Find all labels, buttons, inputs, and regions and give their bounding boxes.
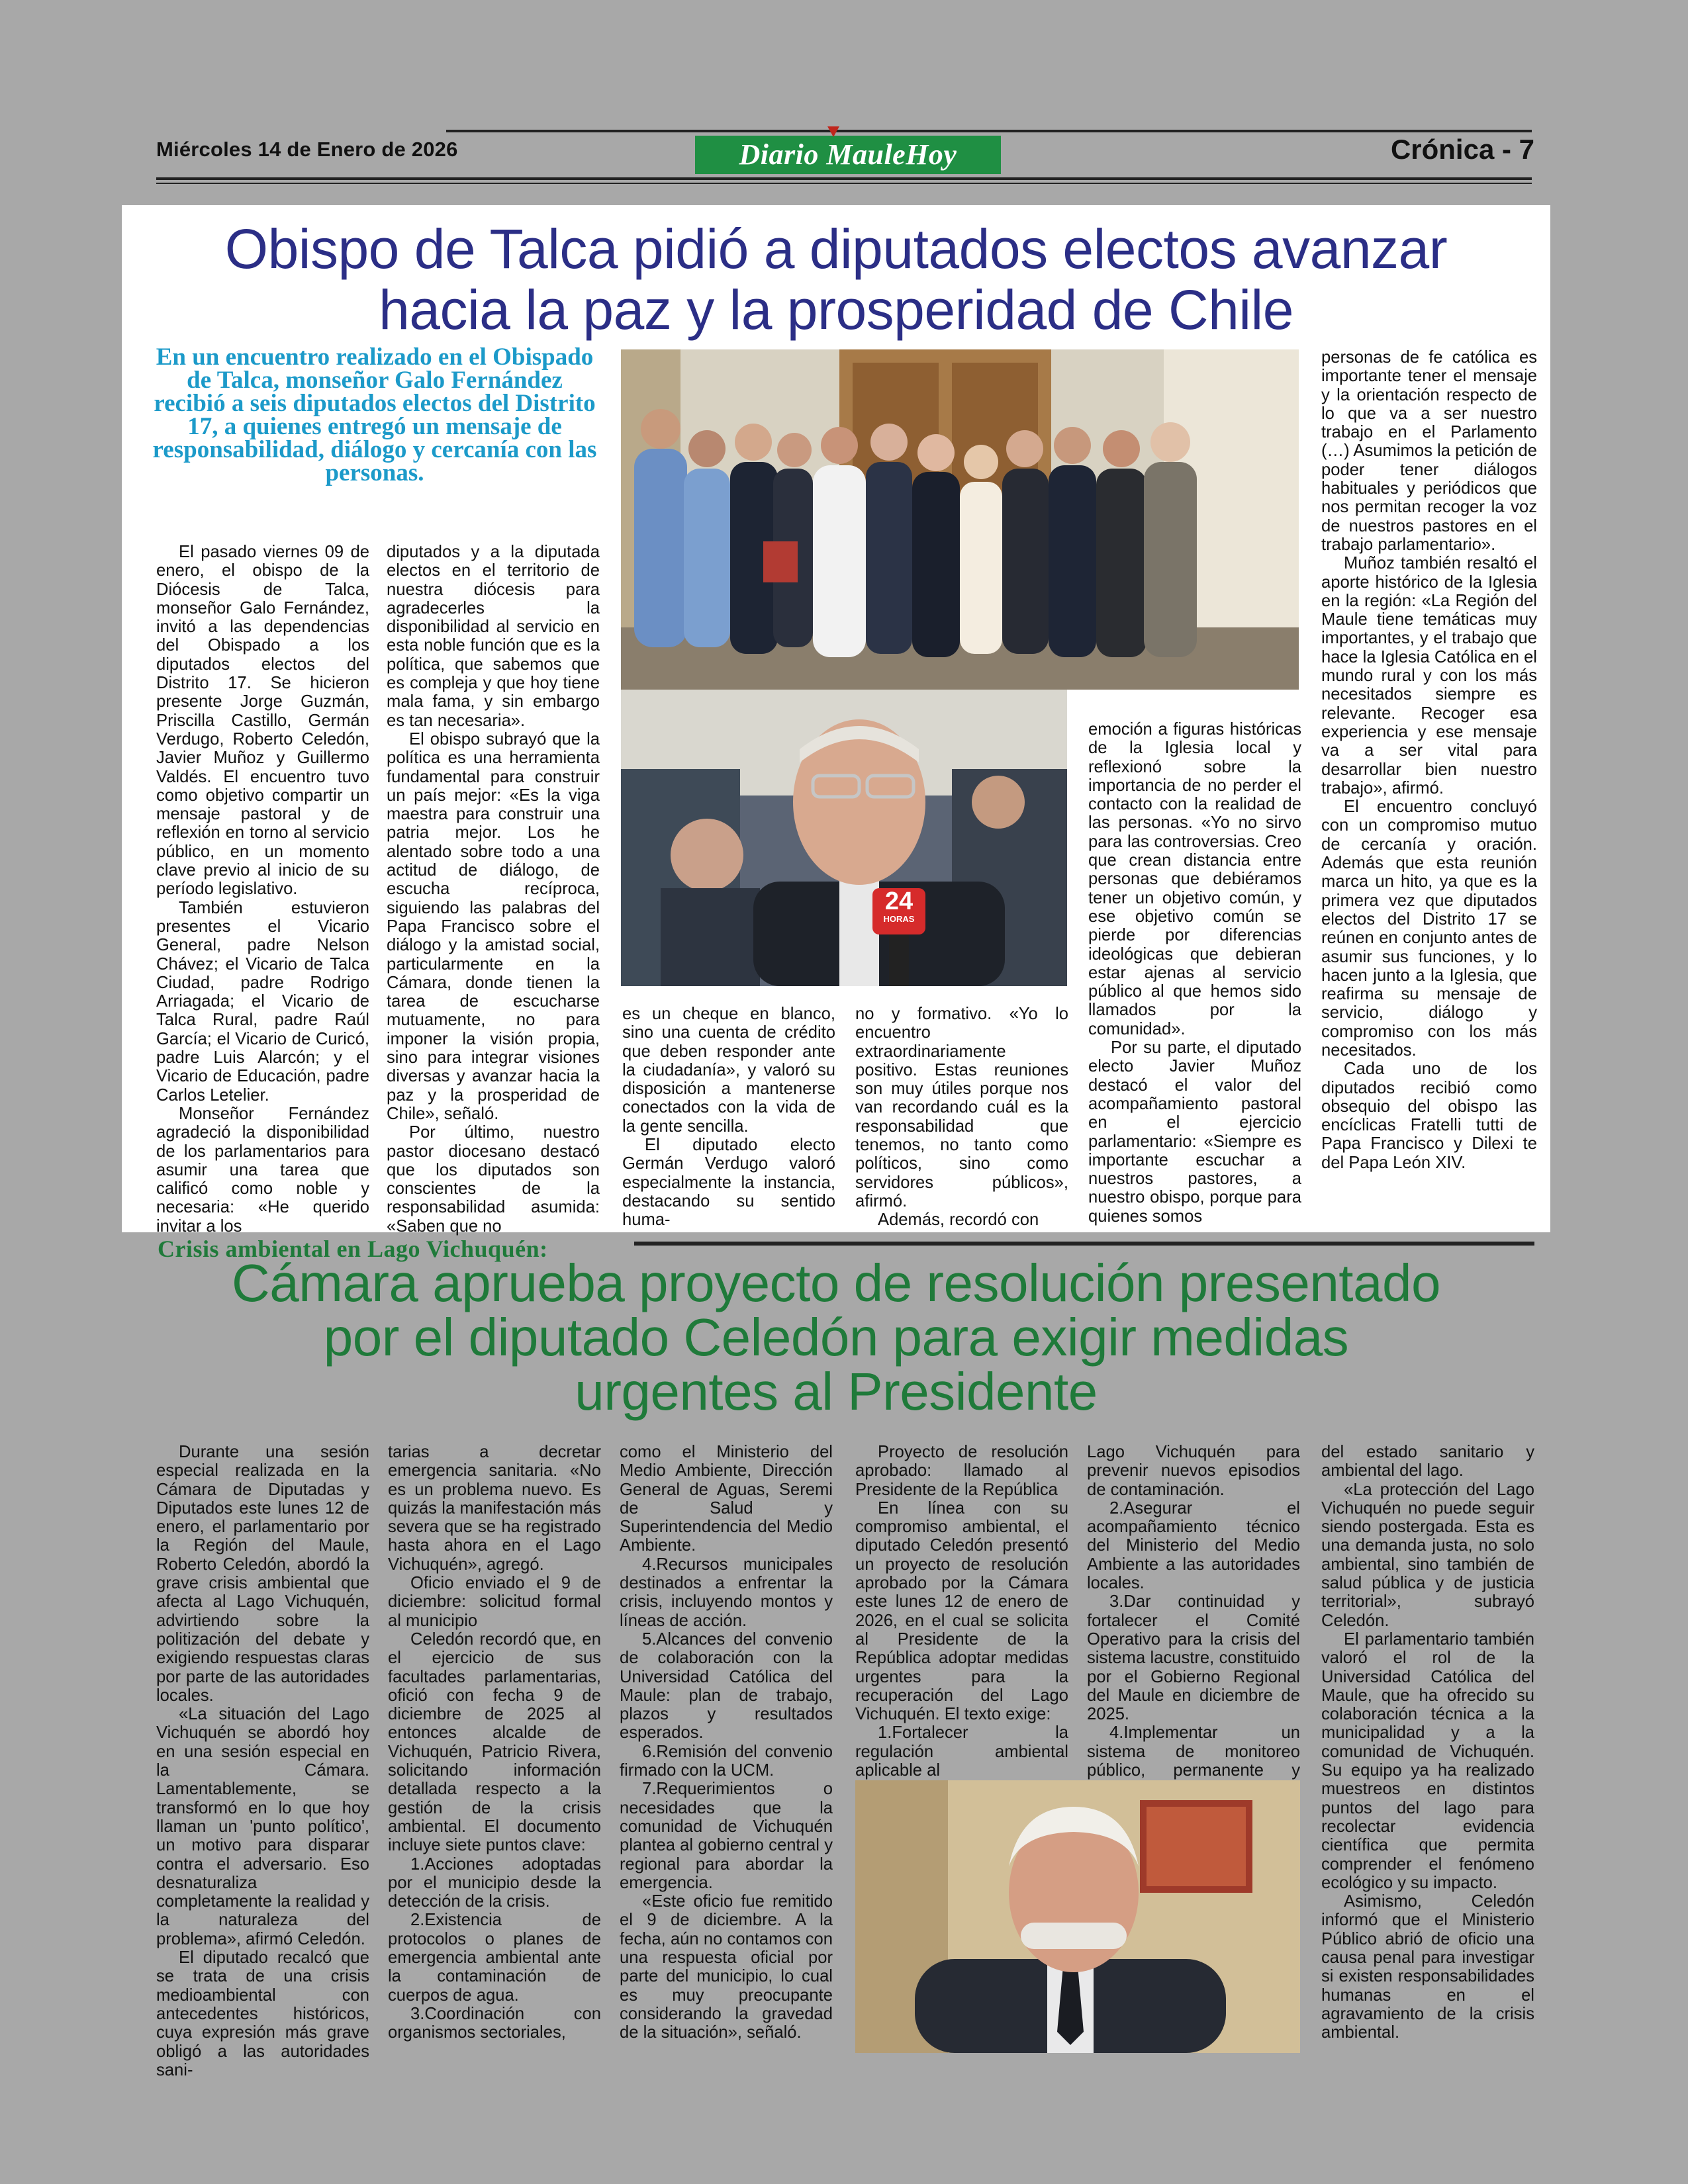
paragraph: Por último, nuestro pastor diocesano destacó que los diputados son conscientes de la responsabilidad asumida: «Saben que no	[387, 1123, 600, 1236]
paragraph: 1.Fortalecer la regulación ambiental aplicable al	[855, 1723, 1068, 1780]
article1-col3	[622, 1005, 835, 1230]
paragraph: «La situación del Lago Vichuquén se abordó hoy en una sesión especial en la Cámara. Lamentablemente, se transformó en lo que hoy llaman un 'punto político', un motivo para disparar contra el adversario. Eso desnaturaliza completamente la realidad y la naturaleza del problema», afirmó Celedón.	[156, 1705, 369, 1948]
issue-date: Miércoles 14 de Enero de 2026	[156, 138, 458, 161]
celedon-photo-art	[855, 1780, 1300, 2053]
article1-col5	[1088, 720, 1301, 1226]
paragraph: Cada uno de los diputados recibió como obsequio del obispo las encíclicas Fratelli tutti de Papa Francisco y Dilexi te del Papa León XIV.	[1321, 1060, 1537, 1172]
paragraph: 2.Existencia de protocolos o planes de emergencia ambiental ante la contaminación de cuerpos de agua.	[388, 1911, 601, 2005]
article1-col6	[1321, 348, 1537, 1172]
paragraph: El pasado viernes 09 de enero, el obispo de la Diócesis de Talca, monseñor Galo Fernández, invitó a las dependencias del Obispado a los diputados electos del Distrito 17. Se hicieron presente Jorge Guzmán, Priscilla Castillo, Germán Verdugo, Roberto Celedón, Javier Muñoz y Guillermo Valdés. El encuentro tuvo como objetivo compartir un mensaje pastoral y de reflexión en torno al servicio público, en un momento clave previo al inicio de su período legislativo.	[156, 543, 369, 899]
paragraph: no y formativo. «Yo lo encuentro extraordinariamente positivo. Estas reuniones son muy útiles porque nos van recordando cuál es la responsabilidad que tenemos, no tanto como políticos, sino como servidores públicos», afirmó.	[855, 1005, 1068, 1210]
paragraph: En línea con su compromiso ambiental, el diputado Celedón presentó un proyecto de resolución aprobado por la Cámara este lunes 12 de enero de 2026, en el cual se solicita al Presidente de la República adoptar medidas urgentes para la recuperación del Lago Vichuquén. El texto exige:	[855, 1498, 1068, 1724]
bishop-interview-photo	[621, 690, 1067, 986]
paragraph: 4.Recursos municipales destinados a enfrentar la crisis, incluyendo montos y líneas de acción.	[620, 1555, 833, 1630]
paragraph: Monseñor Fernández agradeció la disponibilidad de los parlamentarios para asumir una tarea que calificó como noble y necesaria: «He querido invitar a los	[156, 1104, 369, 1236]
logo-accent-icon	[827, 126, 839, 137]
paragraph: 2.Asegurar el acompañamiento técnico del Ministerio del Medio Ambiente a las autoridades locales.	[1087, 1498, 1300, 1593]
mic-flag-label	[874, 888, 924, 924]
article1-headline	[122, 218, 1550, 340]
article2-col2	[388, 1443, 601, 2042]
paragraph: Por su parte, el diputado electo Javier Muñoz destacó el valor del acompañamiento pastoral en el ejercicio parlamentario: «Siempre es importante escuchar a nuestros pastores, a nuestro obispo, porque para quienes somos	[1088, 1038, 1301, 1226]
paragraph: diputados y a la diputada electos en el territorio de nuestra diócesis para agradecerles la disponibilidad al servicio en esta noble función que es la política, que sabemos que es compleja y que hoy tiene mala fama, y sin embargo es tan necesaria».	[387, 543, 600, 730]
paragraph: «Este oficio fue remitido el 9 de diciembre. A la fecha, aún no contamos con una respuesta oficial por parte del municipio, lo cual es muy preocupante considerando la gravedad de la situación», señaló.	[620, 1892, 833, 2042]
article1-col1	[156, 543, 369, 1236]
paragraph: El diputado electo Germán Verdugo valoró especialmente la instancia, destacando su sentido huma-	[622, 1136, 835, 1230]
paragraph: 3.Coordinación con organismos sectoriales,	[388, 2004, 601, 2042]
group-photo	[621, 349, 1299, 690]
paragraph: Oficio enviado el 9 de diciembre: solicitud formal al municipio	[388, 1574, 601, 1630]
paragraph: También estuvieron presentes el Vicario General, padre Nelson Chávez; el Vicario de Talca Ciudad, padre Rodrigo Arriagada; el Vicario de Talca Rural, padre Raúl García; el Vicario de Curicó, padre Luis Alarcón; y el Vicario de Educación, padre Carlos Letelier.	[156, 898, 369, 1105]
article2-col4	[855, 1443, 1068, 1780]
group-photo-art	[621, 349, 1299, 690]
article2-headline-line2: por el diputado Celedón para exigir medidas	[323, 1308, 1349, 1367]
paragraph: Lago Vichuquén para prevenir nuevos episodios de contaminación.	[1087, 1443, 1300, 1499]
article2-headline-line3: urgentes al Presidente	[575, 1362, 1098, 1421]
paragraph: El parlamentario también valoró el rol de la Universidad Católica del Maule, que ha ofrecido su colaboración técnica a la municipalidad y a la comunidad de Vichuquén. Su equipo ya ha realizado muestreos en distintos puntos del lago para recolectar evidencia científica que permita comprender el fenómeno ecológico y su impacto.	[1321, 1629, 1534, 1892]
article2-kicker: Crisis ambiental en Lago Vichuquén:	[158, 1236, 548, 1262]
paragraph: El obispo subrayó que la política es una herramienta fundamental para construir un país mejor: «Es la viga maestra para construir una patria mejor. Los he alentado sobre todo a una actitud de diálogo, de escucha recíproca, siguiendo las palabras del Papa Francisco sobre el diálogo y la amistad social, particularmente en la Cámara, donde tienen la tarea de escucharse mutuamente, no para imponer la visión propia, sino para integrar visiones diversas y avanzar hacia la paz y la prosperidad de Chile», señaló.	[387, 729, 600, 1123]
masthead-logo-text: Diario MauleHoy	[739, 138, 957, 171]
paragraph: 6.Remisión del convenio firmado con la UCM.	[620, 1742, 833, 1780]
section-page-label: Crónica - 7	[1390, 134, 1534, 165]
article1-headline-line2: hacia la paz y la prosperidad de Chile	[379, 279, 1293, 341]
mic-flag-word: HORAS	[883, 914, 915, 924]
article2-top-rule	[634, 1242, 1534, 1246]
paragraph: Asimismo, Celedón informó que el Ministerio Público abrió de oficio una causa penal para investigar si existen responsabilidades humanas en el agravamiento de la crisis ambiental.	[1321, 1892, 1534, 2042]
paragraph: Celedón recordó que, en el ejercicio de sus facultades parlamentarias, ofició con fecha 9 de diciembre de 2025 al entonces alcalde de Vichuquén, Patricio Rivera, solicitando información detallada respecto a la gestión de la crisis ambiental. El documento incluye siete puntos clave:	[388, 1629, 601, 1855]
paragraph: 4.Implementar un sistema de monitoreo público, permanente y	[1087, 1723, 1300, 1780]
paragraph: Muñoz también resaltó el aporte histórico de la Iglesia en la región: «La Región del Maule tiene temáticas muy importantes, y el trabajo que hace la Iglesia Católica en el mundo rural y con los más necesitados siempre es relevante. Recoger esa experiencia y ese mensaje va a ser vital para desarrollar bien nuestro trabajo», afirmó.	[1321, 554, 1537, 797]
paragraph: El encuentro concluyó con un compromiso mutuo de cercanía y oración. Además que esta reunión marca un hito, ya que es la primera vez que diputados electos del Distrito 17 se reúnen en conjunto antes de asumir sus funciones, y lo hacen junto a la Iglesia, que reafirma su mensaje de servicio, diálogo y compromiso con los más necesitados.	[1321, 797, 1537, 1060]
article2-col3	[620, 1443, 833, 2042]
article2-col6	[1321, 1443, 1534, 2042]
article1-headline-line1: Obispo de Talca pidió a diputados electos avanzar	[224, 218, 1448, 280]
header-bottom-rule	[156, 177, 1532, 180]
bishop-interview-photo-art	[621, 690, 1067, 986]
paragraph: personas de fe católica es importante tener el mensaje y la orientación respecto de lo que va a ser nuestro trabajo en el Parlamento (…) Asumimos la petición de poder tener diálogos habituales y periódicos que nos permitan recoger la voz de nuestros pastores en el trabajo parlamentario».	[1321, 348, 1537, 554]
paragraph: 7.Requerimientos o necesidades que la comunidad de Vichuquén plantea al gobierno central y regional para abordar la emergencia.	[620, 1780, 833, 1892]
article2-col1	[156, 1443, 369, 2079]
paragraph: El diputado recalcó que se trata de una crisis medioambiental con antecedentes históricos, cuya expresión más grave obligó a las autoridades sani-	[156, 1948, 369, 2079]
paragraph: Proyecto de resolución aprobado: llamado al Presidente de la República	[855, 1443, 1068, 1499]
header-top-rule	[446, 130, 1532, 132]
article1-lead: En un encuentro realizado en el Obispado de Talca, monseñor Galo Fernández recibió a seis diputados electos del Distrito 17, a quienes entregó un mensaje de responsabilidad, diálogo y cercanía con las personas.	[152, 343, 597, 486]
header-bottom-rule-2	[156, 183, 1532, 184]
paragraph: como el Ministerio del Medio Ambiente, Dirección General de Aguas, Seremi de Salud y Superintendencia del Medio Ambiente.	[620, 1443, 833, 1555]
paragraph: Además, recordó con	[878, 1210, 1039, 1230]
paragraph: del estado sanitario y ambiental del lago.	[1321, 1443, 1534, 1480]
paragraph: 3.Dar continuidad y fortalecer el Comité Operativo para la crisis del sistema lacustre, constituido por el Gobierno Regional del Maule en diciembre de 2025.	[1087, 1592, 1300, 1724]
mic-flag-number: 24	[884, 887, 914, 915]
paragraph: Durante una sesión especial realizada en la Cámara de Diputadas y Diputados este lunes 12 de enero, el parlamentario por la Región del Maule, Roberto Celedón, abordó la grave crisis ambiental que afecta al Lago Vichuquén, advirtiendo sobre la politización del debate y exigiendo respuestas claras por parte de las autoridades locales.	[156, 1443, 369, 1705]
article2-col5	[1087, 1443, 1300, 1799]
article2-headline	[122, 1253, 1550, 1421]
paragraph: tarias a decretar emergencia sanitaria. «No es un problema nuevo. Es quizás la manifestación más severa que se ha registrado hasta ahora en el Lago Vichuquén», agregó.	[388, 1443, 601, 1574]
paragraph: 1.Acciones adoptadas por el municipio desde la detección de la crisis.	[388, 1854, 601, 1911]
article2-headline-line1: Cámara aprueba proyecto de resolución presentado	[231, 1253, 1441, 1312]
paragraph: es un cheque en blanco, sino una cuenta de crédito que deben responder ante la ciudadanía», y valoró su disposición a mantenerse conectados con la vida de la gente sencilla.	[622, 1005, 835, 1136]
paragraph: «La protección del Lago Vichuquén no puede seguir siendo postergada. Esta es una demanda justa, no solo ambiental, sino también de salud pública y de justicia territorial», subrayó Celedón.	[1321, 1480, 1534, 1630]
celedon-photo	[855, 1780, 1300, 2053]
article1-col2	[387, 543, 600, 1236]
masthead-logo	[695, 136, 1001, 174]
paragraph: emoción a figuras históricas de la Iglesia local y reflexionó sobre la importancia de no perder el contacto con la realidad de las personas. «Yo no sirvo para las controversias. Creo que crean distancia entre personas que debiéramos tener un objetivo común, y ese objetivo común se pierde por diferencias ideológicas que debieran estar ajenas al servicio público al que hemos sido llamados por la comunidad».	[1088, 720, 1301, 1038]
article1-col4	[855, 1005, 1068, 1230]
paragraph: 5.Alcances del convenio de colaboración con la Universidad Católica del Maule: plan de trabajo, plazos y resultados esperados.	[620, 1629, 833, 1743]
